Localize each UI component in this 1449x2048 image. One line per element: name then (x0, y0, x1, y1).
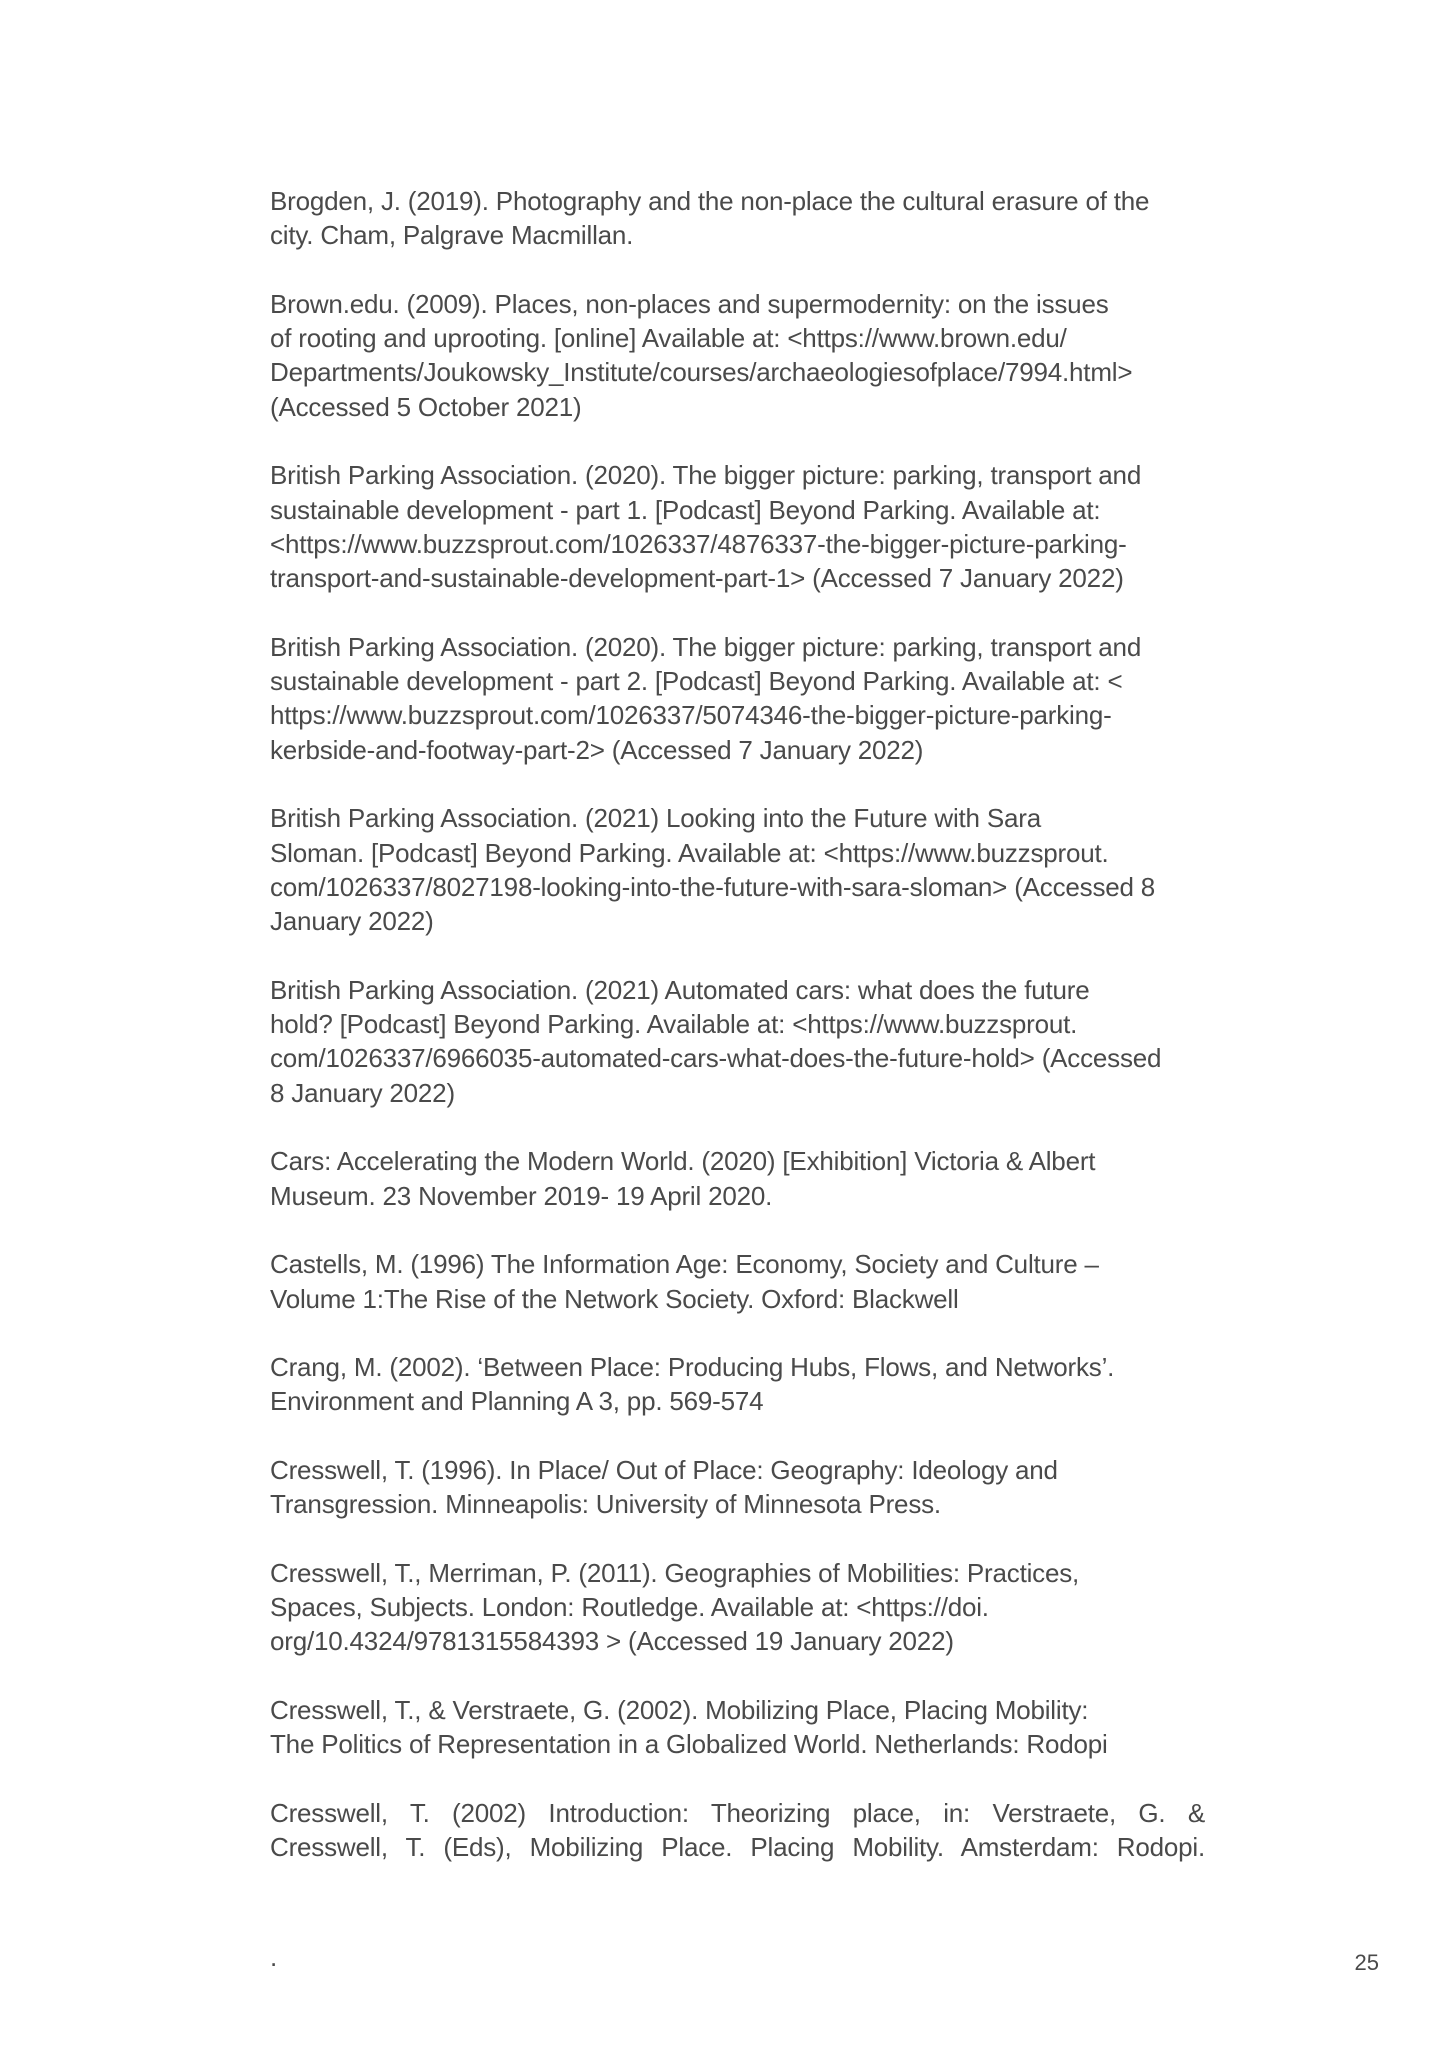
reference-line: British Parking Association. (2020). The bigger picture: parking, transport and (270, 631, 1142, 662)
reference-line: <https://www.buzzsprout.com/1026337/4876337-the-bigger-picture-parking- (270, 528, 1127, 559)
reference-entry (270, 630, 1205, 767)
reference-entry (270, 287, 1205, 424)
reference-line: January 2022) (270, 906, 434, 937)
reference-line: British Parking Association. (2020). The bigger picture: parking, transport and (270, 460, 1142, 491)
reference-entry (270, 1350, 1205, 1419)
reference-line: (Accessed 5 October 2021) (270, 391, 582, 422)
reference-line: Cresswell, T. (Eds), Mobilizing Place. Placing Mobility. Amsterdam: Rodopi. (270, 1832, 1205, 1863)
reference-line: Volume 1:The Rise of the Network Society. Oxford: Blackwell (270, 1283, 959, 1314)
reference-line: transport-and-sustainable-development-part-1> (Accessed 7 January 2022) (270, 563, 1124, 594)
reference-entry (270, 458, 1205, 595)
reference-line: Spaces, Subjects. London: Routledge. Available at: <https://doi. (270, 1592, 989, 1623)
reference-line: kerbside-and-footway-part-2> (Accessed 7 January 2022) (270, 734, 924, 765)
reference-entry (270, 801, 1205, 938)
reference-line: Cresswell, T. (1996). In Place/ Out of Place: Geography: Ideology and (270, 1454, 1058, 1485)
reference-entry (270, 1693, 1205, 1762)
reference-line: Crang, M. (2002). ‘Between Place: Producing Hubs, Flows, and Networks’. (270, 1352, 1115, 1383)
reference-line: Cresswell, T. (2002) Introduction: Theorizing place, in: Verstraete, G. & (270, 1797, 1205, 1828)
reference-line: sustainable development - part 2. [Podcast] Beyond Parking. Available at: < (270, 666, 1123, 697)
reference-line: The Politics of Representation in a Globalized World. Netherlands: Rodopi (270, 1729, 1108, 1760)
reference-entry (270, 1556, 1205, 1659)
reference-line: city. Cham, Palgrave Macmillan. (270, 220, 634, 251)
reference-line: org/10.4324/9781315584393 > (Accessed 19 January 2022) (270, 1626, 954, 1657)
page-number: 25 (1354, 1950, 1379, 1975)
reference-line: Environment and Planning A 3, pp. 569-574 (270, 1386, 764, 1417)
reference-line: https://www.buzzsprout.com/1026337/5074346-the-bigger-picture-parking- (270, 700, 1112, 731)
reference-line: com/1026337/8027198-looking-into-the-future-with-sara-sloman> (Accessed 8 (270, 871, 1156, 902)
reference-line: Brogden, J. (2019). Photography and the non-place the cultural erasure of the (270, 186, 1150, 216)
reference-entry (270, 1144, 1205, 1213)
reference-line: Brown.edu. (2009). Places, non-places and supermodernity: on the issues (270, 288, 1109, 319)
reference-line: British Parking Association. (2021) Automated cars: what does the future (270, 974, 1090, 1005)
reference-line: Museum. 23 November 2019- 19 April 2020. (270, 1180, 773, 1211)
reference-entry (270, 1453, 1205, 1522)
reference-line: Sloman. [Podcast] Beyond Parking. Available at: <https://www.buzzsprout. (270, 837, 1109, 868)
reference-line: 8 January 2022) (270, 1077, 455, 1108)
reference-entry (270, 973, 1205, 1110)
reference-line: Cars: Accelerating the Modern World. (2020) [Exhibition] Victoria & Albert (270, 1146, 1096, 1177)
reference-line: Departments/Joukowsky_Institute/courses/archaeologiesofplace/7994.html> (270, 357, 1133, 388)
reference-entry (270, 1796, 1205, 1865)
footer-dot: . (270, 1942, 278, 1972)
reference-line: of rooting and uprooting. [online] Available at: <https://www.brown.edu/ (270, 323, 1067, 354)
reference-line: hold? [Podcast] Beyond Parking. Available at: <https://www.buzzsprout. (270, 1009, 1078, 1040)
reference-line: sustainable development - part 1. [Podcast] Beyond Parking. Available at: (270, 494, 1101, 525)
reference-line: com/1026337/6966035-automated-cars-what-does-the-future-hold> (Accessed (270, 1043, 1162, 1074)
reference-line: Castells, M. (1996) The Information Age: Economy, Society and Culture – (270, 1249, 1099, 1280)
reference-line: Cresswell, T., & Verstraete, G. (2002). Mobilizing Place, Placing Mobility: (270, 1695, 1089, 1726)
reference-line: Transgression. Minneapolis: University of Minnesota Press. (270, 1489, 941, 1520)
reference-entry (270, 184, 1205, 253)
reference-entry (270, 1247, 1205, 1316)
reference-list (270, 184, 1205, 1899)
reference-line: Cresswell, T., Merriman, P. (2011). Geographies of Mobilities: Practices, (270, 1557, 1080, 1588)
reference-line: British Parking Association. (2021) Looking into the Future with Sara (270, 803, 1041, 834)
